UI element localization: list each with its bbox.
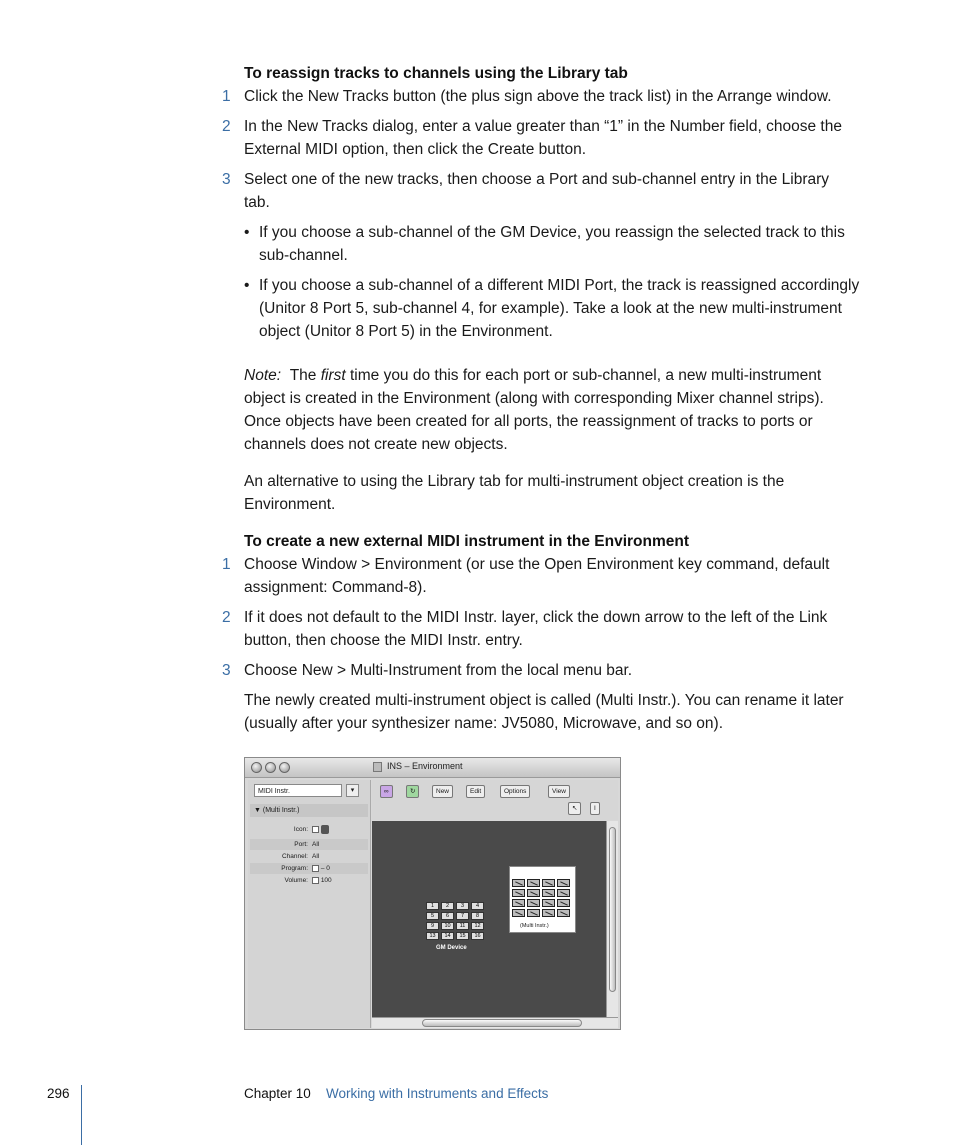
section-heading: To reassign tracks to channels using the Library tab <box>244 65 628 82</box>
step-number: 3 <box>222 171 231 188</box>
instrument-icon <box>321 825 329 834</box>
gm-channel-cell: 8 <box>471 912 484 920</box>
environment-main <box>372 780 618 1028</box>
multi-channel-cell <box>512 899 525 907</box>
param-label: Volume: <box>284 877 308 884</box>
body-paragraph <box>244 689 884 735</box>
param-row <box>250 863 368 874</box>
bullet-icon: • <box>244 277 250 294</box>
param-row <box>250 875 368 886</box>
bullet-text: sub-channel. <box>259 247 348 264</box>
bullet-text: If you choose a sub-channel of a different MIDI Port, the track is reassigned accordingly <box>259 277 860 294</box>
note-text: Once objects have been created for all ports, the reassignment of tracks to ports or <box>244 413 813 430</box>
param-label: Program: <box>281 865 308 872</box>
gm-device-grid <box>426 902 488 944</box>
multi-instrument-object <box>509 866 576 933</box>
note-text: object is created in the Environment (along with corresponding Mixer channel strips). <box>244 390 824 407</box>
bullet-text: If you choose a sub-channel of the GM Device, you reassign the selected track to this <box>259 224 845 241</box>
step-text: If it does not default to the MIDI Instr. layer, click the down arrow to the left of the Link <box>244 609 828 626</box>
vertical-scrollbar <box>606 821 618 1017</box>
chevron-down-icon: ▾ <box>346 784 359 797</box>
section-heading: To create a new external MIDI instrument in the Environment <box>244 533 689 550</box>
menu-edit: Edit <box>466 785 485 798</box>
page-number: 296 <box>47 1086 70 1101</box>
multi-channel-cell <box>542 889 555 897</box>
footer-rule <box>81 1085 82 1145</box>
multi-channel-cell <box>557 899 570 907</box>
note-emphasis: first <box>320 367 346 384</box>
multi-channel-cell <box>512 879 525 887</box>
step-number: 2 <box>222 609 231 626</box>
paragraph-text: (usually after your synthesizer name: JV5080, Microwave, and so on). <box>244 715 724 732</box>
gm-channel-cell: 5 <box>426 912 439 920</box>
gm-channel-cell: 14 <box>441 932 454 940</box>
chapter-label: Chapter 10 <box>244 1086 311 1101</box>
multi-channel-cell <box>557 909 570 917</box>
scroll-thumb <box>422 1019 582 1027</box>
local-toolbar <box>372 780 618 820</box>
step-text: tab. <box>244 194 270 211</box>
gm-channel-cell: 16 <box>471 932 484 940</box>
step-text: Choose New > Multi-Instrument from the local menu bar. <box>244 662 633 679</box>
param-row <box>250 824 368 835</box>
step-text: Select one of the new tracks, then choose a Port and sub-channel entry in the Library <box>244 171 830 188</box>
gm-channel-cell: 12 <box>471 922 484 930</box>
gm-channel-cell: 15 <box>456 932 469 940</box>
param-value <box>312 824 329 835</box>
window-title: INS – Environment <box>387 761 463 771</box>
gm-channel-cell: 4 <box>471 902 484 910</box>
paragraph-text: Environment. <box>244 496 336 513</box>
gm-channel-cell: 11 <box>456 922 469 930</box>
zoom-icon <box>279 762 290 773</box>
step-text: External MIDI option, then click the Create button. <box>244 141 587 158</box>
menu-options: Options <box>500 785 530 798</box>
note-text: time you do this for each port or sub-channel, a new multi-instrument <box>345 367 822 384</box>
gm-device-label: GM Device <box>436 945 467 951</box>
gm-channel-cell: 6 <box>441 912 454 920</box>
step-number: 1 <box>222 88 231 105</box>
multi-channel-cell <box>557 879 570 887</box>
multi-channel-cell <box>527 879 540 887</box>
multi-channel-cell <box>557 889 570 897</box>
param-label: Channel: <box>281 853 308 860</box>
bullet-text: object (Unitor 8 Port 5) in the Environment. <box>259 323 553 340</box>
param-value <box>312 863 330 874</box>
object-header: ▼ (Multi Instr.) <box>250 804 368 817</box>
param-value: All <box>312 841 320 848</box>
param-row <box>250 839 368 850</box>
body-paragraph <box>244 470 884 516</box>
gm-channel-cell: 1 <box>426 902 439 910</box>
multi-channel-cell <box>542 909 555 917</box>
paragraph-text: An alternative to using the Library tab for multi-instrument object creation is the <box>244 473 785 490</box>
gm-channel-cell: 13 <box>426 932 439 940</box>
param-value-text: – 0 <box>320 865 330 872</box>
multi-channel-cell <box>512 909 525 917</box>
checkbox-icon <box>312 826 319 833</box>
refresh-icon: ↻ <box>406 785 419 798</box>
bullet-text: (Unitor 8 Port 5, sub-channel 4, for example). Take a look at the new multi-instrument <box>259 300 842 317</box>
checkbox-icon <box>312 877 319 884</box>
minimize-icon <box>265 762 276 773</box>
pointer-tool-icon: ↖ <box>568 802 581 815</box>
document-icon <box>373 762 382 772</box>
gm-channel-cell: 3 <box>456 902 469 910</box>
param-value <box>312 875 332 886</box>
menu-view: View <box>548 785 570 798</box>
note-paragraph <box>244 364 884 456</box>
param-value: All <box>312 853 320 860</box>
gm-channel-cell: 10 <box>441 922 454 930</box>
multi-channel-cell <box>527 909 540 917</box>
window-titlebar <box>245 758 620 778</box>
step-text: In the New Tracks dialog, enter a value greater than “1” in the Number field, choose the <box>244 118 842 135</box>
step-text: Choose Window > Environment (or use the Open Environment key command, default <box>244 556 830 573</box>
close-icon <box>251 762 262 773</box>
step-text: Click the New Tracks button (the plus sign above the track list) in the Arrange window. <box>244 88 832 105</box>
multi-instrument-label: (Multi Instr.) <box>520 923 549 929</box>
checkbox-icon <box>312 865 319 872</box>
paragraph-text: The newly created multi-instrument object is called (Multi Instr.). You can rename it later <box>244 692 844 709</box>
multi-channel-cell <box>542 879 555 887</box>
scroll-thumb <box>609 827 616 992</box>
text-tool-icon: I <box>590 802 600 815</box>
step-text: button, then choose the MIDI Instr. entry. <box>244 632 523 649</box>
chapter-title: Working with Instruments and Effects <box>326 1086 549 1101</box>
note-text: channels does not create new objects. <box>244 436 508 453</box>
menu-new: New <box>432 785 453 798</box>
multi-channel-cell <box>542 899 555 907</box>
multi-channel-cell <box>527 899 540 907</box>
step-number: 1 <box>222 556 231 573</box>
step-number: 2 <box>222 118 231 135</box>
gm-channel-cell: 9 <box>426 922 439 930</box>
layer-select: MIDI Instr. <box>254 784 342 797</box>
link-icon: ∞ <box>380 785 393 798</box>
param-label: Port: <box>294 841 308 848</box>
note-label: Note: <box>244 367 282 384</box>
note-text: The <box>289 367 321 384</box>
environment-canvas <box>372 821 606 1017</box>
step-number: 3 <box>222 662 231 679</box>
environment-window-screenshot <box>244 757 621 1030</box>
param-row <box>250 851 368 862</box>
horizontal-scrollbar <box>372 1017 618 1028</box>
multi-channel-cell <box>512 889 525 897</box>
step-text: assignment: Command-8). <box>244 579 427 596</box>
multi-channel-cell <box>527 889 540 897</box>
inspector-panel <box>248 780 371 1028</box>
param-label: Icon: <box>293 826 308 833</box>
gm-channel-cell: 2 <box>441 902 454 910</box>
param-value-text: 100 <box>320 877 332 884</box>
bullet-icon: • <box>244 224 250 241</box>
gm-channel-cell: 7 <box>456 912 469 920</box>
